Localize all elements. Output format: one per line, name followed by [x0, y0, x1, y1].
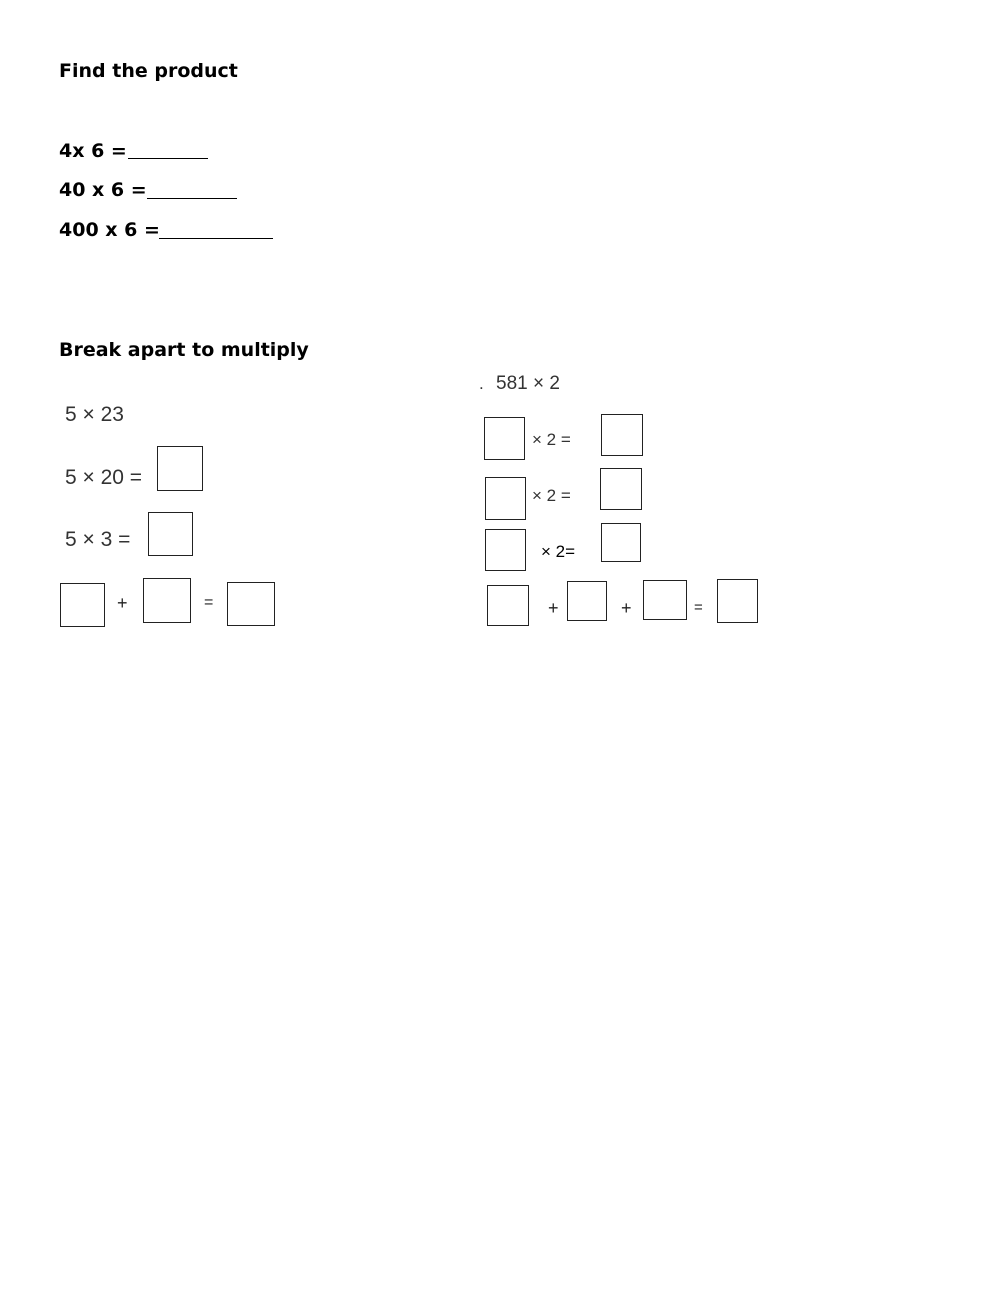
left-equals-sign: = [204, 594, 214, 611]
find-product-heading: Find the product [59, 60, 238, 82]
right-step1-part-box[interactable] [484, 417, 525, 460]
left-sum-result-box[interactable] [227, 582, 275, 626]
right-step3-part-box[interactable] [485, 529, 526, 571]
left-step2-answer-box[interactable] [148, 512, 193, 556]
left-step2-label: 5 × 3 = [65, 528, 131, 551]
right-plus-sign-2: + [621, 598, 632, 618]
left-sum-box-1[interactable] [60, 583, 105, 627]
right-step3-label: × 2= [541, 542, 576, 561]
right-plus-sign-1: + [548, 598, 559, 618]
right-step2-answer-box[interactable] [600, 468, 642, 510]
left-sum-box-2[interactable] [143, 578, 191, 623]
right-sum-box-1[interactable] [487, 585, 529, 626]
right-step2-part-box[interactable] [485, 477, 526, 520]
right-problem: 581 × 2 [496, 373, 560, 394]
left-step1-answer-box[interactable] [157, 446, 203, 491]
right-step2-label: × 2 = [532, 486, 571, 505]
left-plus-sign: + [117, 593, 128, 613]
answer-blank-3[interactable] [159, 238, 273, 239]
right-step1-label: × 2 = [532, 430, 571, 449]
problem-2: 40 x 6 = [59, 179, 147, 201]
right-sum-box-3[interactable] [643, 580, 687, 620]
answer-blank-1[interactable] [128, 158, 208, 159]
left-problem: 5 × 23 [65, 403, 124, 426]
answer-blank-2[interactable] [147, 198, 237, 199]
right-step1-answer-box[interactable] [601, 414, 643, 456]
right-step3-answer-box[interactable] [601, 523, 641, 562]
problem-3: 400 x 6 = [59, 219, 160, 241]
right-sum-box-2[interactable] [567, 581, 607, 621]
break-apart-heading: Break apart to multiply [59, 339, 309, 361]
left-step1-label: 5 × 20 = [65, 466, 143, 489]
problem-1: 4x 6 = [59, 140, 127, 162]
right-dot: . [479, 374, 484, 393]
right-equals-sign: = [694, 599, 703, 616]
right-sum-result-box[interactable] [717, 579, 758, 623]
